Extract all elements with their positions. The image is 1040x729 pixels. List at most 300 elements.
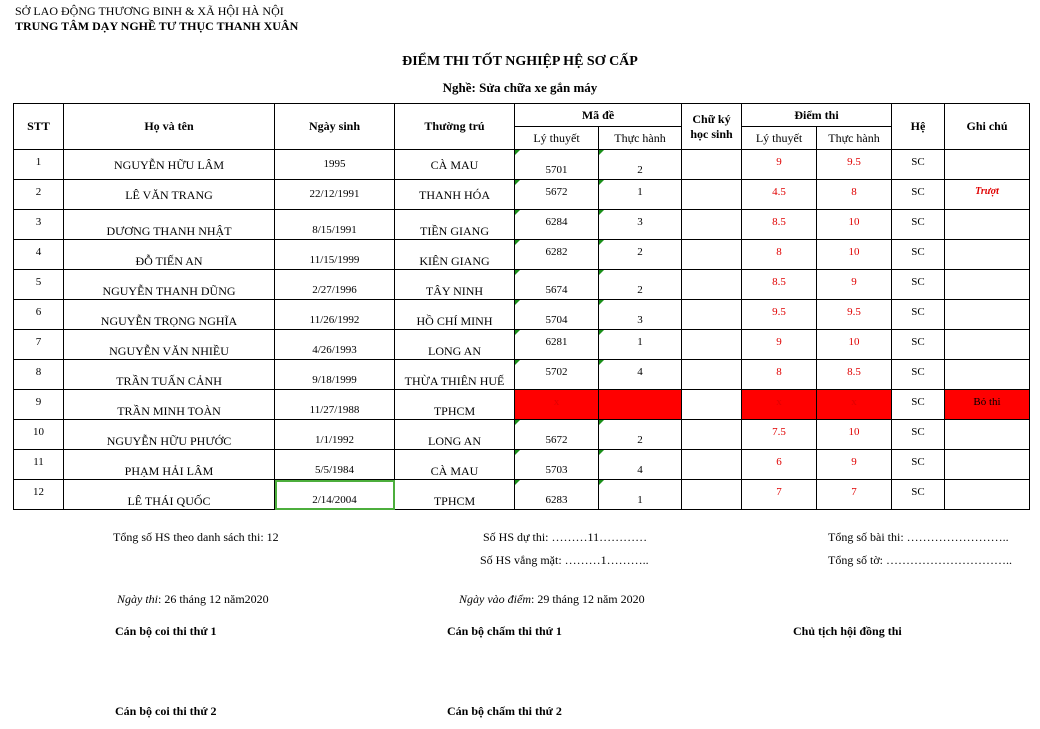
cell-name[interactable] bbox=[64, 480, 275, 510]
col-header-code-theory: Lý thuyết bbox=[515, 127, 599, 150]
cell-signature[interactable] bbox=[682, 150, 742, 180]
cell-code-practice-text: 1 bbox=[637, 336, 643, 348]
cell-score-theory[interactable] bbox=[742, 420, 817, 450]
cell-system[interactable] bbox=[892, 420, 945, 450]
cell-code-theory[interactable] bbox=[515, 450, 599, 480]
cell-stt-text: 2 bbox=[35, 186, 42, 198]
cell-name-text: TRẦN MINH TOÀN bbox=[117, 404, 221, 418]
col-header-score: Điểm thi bbox=[742, 104, 892, 127]
cell-score-practice[interactable] bbox=[817, 180, 892, 210]
cell-score-practice-text: 7 bbox=[851, 486, 857, 498]
cell-address-text: TPHCM bbox=[433, 404, 476, 418]
table-row bbox=[14, 300, 1030, 330]
exam-date-label: Ngày thi bbox=[117, 592, 158, 606]
signature-grader-1: Cán bộ chấm thi thứ 1 bbox=[447, 624, 562, 638]
cell-address-text: THỪA THIÊN HUẾ bbox=[404, 374, 505, 388]
cell-comment-marker bbox=[515, 180, 520, 185]
cell-note[interactable] bbox=[945, 390, 1030, 420]
col-header-exam-code: Mã đề bbox=[515, 104, 682, 127]
cell-comment-marker bbox=[515, 330, 520, 335]
cell-dob-text: 1995 bbox=[323, 158, 346, 170]
entry-date bbox=[459, 592, 645, 607]
table-row bbox=[14, 450, 1030, 480]
cell-dob-text: 9/18/1999 bbox=[312, 374, 357, 386]
cell-stt-text: 9 bbox=[35, 396, 42, 408]
cell-score-theory[interactable] bbox=[742, 390, 817, 420]
cell-address[interactable] bbox=[395, 450, 515, 480]
cell-address-text: LONG AN bbox=[428, 344, 481, 358]
cell-stt-text: 10 bbox=[33, 426, 44, 438]
cell-score-practice-text: 10 bbox=[848, 216, 860, 228]
col-header-system: Hệ bbox=[892, 104, 945, 150]
cell-code-theory[interactable] bbox=[515, 480, 599, 510]
cell-score-practice-text: 9 bbox=[851, 456, 857, 468]
cell-code-practice[interactable] bbox=[599, 210, 682, 240]
cell-comment-marker bbox=[599, 330, 604, 335]
cell-code-theory-text: 5672 bbox=[545, 186, 568, 198]
cell-code-practice-text: 3 bbox=[637, 314, 643, 326]
cell-system-text: SC bbox=[911, 336, 925, 348]
page-subtitle: Nghề: Sửa chữa xe gắn máy bbox=[442, 80, 598, 95]
cell-comment-marker bbox=[515, 210, 520, 215]
cell-score-theory-text: 9 bbox=[776, 336, 782, 348]
cell-stt[interactable] bbox=[14, 420, 64, 450]
cell-system-text: SC bbox=[911, 156, 925, 168]
col-header-dob: Ngày sinh bbox=[275, 104, 395, 150]
cell-name[interactable] bbox=[64, 360, 275, 390]
cell-name[interactable] bbox=[64, 180, 275, 210]
cell-stt-text: 8 bbox=[35, 366, 42, 378]
cell-system[interactable] bbox=[892, 150, 945, 180]
cell-code-theory-text: 5674 bbox=[545, 284, 568, 296]
cell-system-text: SC bbox=[911, 486, 925, 498]
cell-signature[interactable] bbox=[682, 210, 742, 240]
cell-comment-marker bbox=[599, 420, 604, 425]
cell-dob[interactable] bbox=[275, 390, 395, 420]
col-header-stt: STT bbox=[14, 104, 64, 150]
cell-stt-text: 12 bbox=[33, 486, 44, 498]
cell-comment-marker bbox=[515, 480, 520, 485]
cell-signature[interactable] bbox=[682, 270, 742, 300]
cell-comment-marker bbox=[599, 210, 604, 215]
cell-address-text: CÀ MAU bbox=[430, 464, 479, 478]
cell-address[interactable] bbox=[395, 240, 515, 270]
cell-code-practice[interactable] bbox=[599, 450, 682, 480]
cell-stt[interactable] bbox=[14, 360, 64, 390]
entry-date-label: Ngày vào điểm bbox=[459, 592, 531, 606]
cell-address[interactable] bbox=[395, 330, 515, 360]
cell-name[interactable] bbox=[64, 330, 275, 360]
cell-code-theory-text: 6282 bbox=[545, 246, 568, 258]
signature-chairman: Chủ tịch hội đồng thi bbox=[793, 624, 902, 638]
cell-stt-text: 4 bbox=[35, 246, 42, 258]
cell-score-theory[interactable] bbox=[742, 270, 817, 300]
cell-code-theory[interactable] bbox=[515, 330, 599, 360]
cell-code-theory[interactable] bbox=[515, 270, 599, 300]
cell-address[interactable] bbox=[395, 300, 515, 330]
cell-address-text: LONG AN bbox=[428, 434, 481, 448]
cell-code-theory[interactable] bbox=[515, 150, 599, 180]
cell-score-theory-text: x bbox=[776, 396, 782, 408]
table-row bbox=[14, 240, 1030, 270]
cell-score-theory-text: 9 bbox=[776, 156, 782, 168]
cell-code-practice-text: 4 bbox=[637, 366, 643, 378]
cell-note[interactable] bbox=[945, 270, 1030, 300]
cell-comment-marker bbox=[599, 270, 604, 275]
cell-code-theory-text: 6284 bbox=[545, 216, 568, 228]
cell-address[interactable] bbox=[395, 390, 515, 420]
cell-score-theory-text: 8.5 bbox=[772, 276, 786, 288]
cell-name-text: LÊ VĂN TRANG bbox=[125, 188, 213, 202]
cell-stt-text: 3 bbox=[35, 216, 42, 228]
cell-note[interactable] bbox=[945, 180, 1030, 210]
cell-address[interactable] bbox=[395, 180, 515, 210]
org-line-1: SỞ LAO ĐỘNG THƯƠNG BINH & XÃ HỘI HÀ NỘI bbox=[15, 4, 284, 18]
table-row bbox=[14, 360, 1030, 390]
cell-stt-text: 6 bbox=[35, 306, 42, 318]
cell-code-practice-text: 2 bbox=[637, 284, 643, 296]
cell-address-text: TÂY NINH bbox=[425, 284, 484, 298]
summary-total-papers: Tổng số bài thi: …………………….. bbox=[828, 530, 1009, 544]
table-row bbox=[14, 150, 1030, 180]
col-header-note: Ghi chú bbox=[945, 104, 1030, 150]
cell-address[interactable] bbox=[395, 420, 515, 450]
cell-score-theory[interactable] bbox=[742, 330, 817, 360]
cell-stt[interactable] bbox=[14, 450, 64, 480]
cell-note-text: Bỏ thi bbox=[973, 396, 1001, 408]
cell-system-text: SC bbox=[911, 456, 925, 468]
cell-score-theory[interactable] bbox=[742, 240, 817, 270]
cell-system[interactable] bbox=[892, 330, 945, 360]
cell-system-text: SC bbox=[911, 186, 925, 198]
cell-score-practice-text: x bbox=[851, 396, 857, 408]
cell-comment-marker bbox=[515, 300, 520, 305]
cell-code-practice-text: 2 bbox=[637, 434, 643, 446]
col-header-address: Thường trú bbox=[395, 104, 515, 150]
cell-score-practice[interactable] bbox=[817, 270, 892, 300]
cell-name[interactable] bbox=[64, 270, 275, 300]
cell-score-theory[interactable] bbox=[742, 180, 817, 210]
cell-note[interactable] bbox=[945, 150, 1030, 180]
exam-date bbox=[117, 592, 269, 607]
cell-code-practice[interactable] bbox=[599, 180, 682, 210]
cell-comment-marker bbox=[599, 480, 604, 485]
cell-comment-marker bbox=[599, 240, 604, 245]
cell-stt[interactable] bbox=[14, 150, 64, 180]
cell-score-practice[interactable] bbox=[817, 210, 892, 240]
summary-absent: Số HS vắng mặt: ………1……….. bbox=[480, 553, 649, 567]
cell-address-text: HỒ CHÍ MINH bbox=[416, 314, 493, 328]
cell-address-text: THANH HÓA bbox=[419, 188, 490, 202]
cell-comment-marker bbox=[515, 150, 520, 155]
cell-code-theory-text: 6283 bbox=[545, 494, 568, 506]
cell-name-text: NGUYỄN THANH DŨNG bbox=[102, 284, 236, 298]
cell-code-theory-text: 5704 bbox=[545, 314, 568, 326]
cell-dob[interactable] bbox=[275, 360, 395, 390]
summary-attended: Số HS dự thi: ………11………… bbox=[483, 530, 648, 544]
table-row bbox=[14, 270, 1030, 300]
cell-signature[interactable] bbox=[682, 180, 742, 210]
cell-score-practice[interactable] bbox=[817, 480, 892, 510]
cell-dob[interactable] bbox=[275, 270, 395, 300]
cell-comment-marker bbox=[599, 360, 604, 365]
cell-stt[interactable] bbox=[14, 390, 64, 420]
cell-score-theory-text: 8 bbox=[776, 246, 782, 258]
cell-name[interactable] bbox=[64, 420, 275, 450]
cell-comment-marker bbox=[599, 150, 604, 155]
cell-comment-marker bbox=[599, 450, 604, 455]
cell-code-practice-text: 2 bbox=[637, 246, 643, 258]
cell-system-text: SC bbox=[911, 426, 925, 438]
cell-signature[interactable] bbox=[682, 390, 742, 420]
cell-score-theory[interactable] bbox=[742, 450, 817, 480]
cell-note[interactable] bbox=[945, 240, 1030, 270]
cell-code-practice[interactable] bbox=[599, 330, 682, 360]
cell-note[interactable] bbox=[945, 450, 1030, 480]
cell-system-text: SC bbox=[911, 306, 925, 318]
cell-code-practice-text: 3 bbox=[637, 216, 643, 228]
cell-code-theory-text: x bbox=[553, 396, 560, 408]
table-row bbox=[14, 180, 1030, 210]
cell-code-theory[interactable] bbox=[515, 390, 599, 420]
cell-code-practice[interactable] bbox=[599, 420, 682, 450]
cell-dob-text: 1/1/1992 bbox=[314, 434, 355, 446]
cell-dob[interactable] bbox=[275, 450, 395, 480]
cell-stt[interactable] bbox=[14, 300, 64, 330]
cell-address-text: CÀ MAU bbox=[430, 158, 479, 172]
cell-signature[interactable] bbox=[682, 360, 742, 390]
cell-code-practice[interactable] bbox=[599, 240, 682, 270]
cell-comment-marker bbox=[515, 360, 520, 365]
cell-score-theory[interactable] bbox=[742, 150, 817, 180]
col-header-signature-line1: Chữ ký bbox=[692, 111, 731, 126]
cell-code-practice[interactable] bbox=[599, 270, 682, 300]
cell-code-practice-text: 4 bbox=[637, 464, 643, 476]
cell-system-text: SC bbox=[911, 216, 925, 228]
cell-system[interactable] bbox=[892, 270, 945, 300]
cell-score-practice-text: 10 bbox=[848, 426, 860, 438]
cell-code-theory[interactable] bbox=[515, 300, 599, 330]
cell-address-text: KIÊN GIANG bbox=[419, 254, 490, 268]
cell-stt[interactable] bbox=[14, 330, 64, 360]
cell-score-practice[interactable] bbox=[817, 390, 892, 420]
cell-score-practice[interactable] bbox=[817, 300, 892, 330]
cell-note-text: Trượt bbox=[975, 186, 999, 197]
cell-address[interactable] bbox=[395, 360, 515, 390]
cell-score-theory-text: 7 bbox=[776, 486, 782, 498]
cell-signature[interactable] bbox=[682, 240, 742, 270]
cell-address[interactable] bbox=[395, 270, 515, 300]
cell-code-theory[interactable] bbox=[515, 180, 599, 210]
cell-score-practice-text: 9 bbox=[851, 276, 857, 288]
cell-name[interactable] bbox=[64, 210, 275, 240]
cell-system[interactable] bbox=[892, 390, 945, 420]
cell-address[interactable] bbox=[395, 210, 515, 240]
summary-total-list: Tổng số HS theo danh sách thi: 12 bbox=[113, 530, 279, 544]
cell-comment-marker bbox=[599, 300, 604, 305]
cell-code-theory[interactable] bbox=[515, 420, 599, 450]
cell-system-text: SC bbox=[911, 246, 925, 258]
cell-code-theory[interactable] bbox=[515, 240, 599, 270]
cell-score-practice[interactable] bbox=[817, 420, 892, 450]
cell-code-practice-text: 2 bbox=[637, 164, 643, 176]
cell-system[interactable] bbox=[892, 210, 945, 240]
cell-comment-marker bbox=[515, 240, 520, 245]
cell-system[interactable] bbox=[892, 480, 945, 510]
cell-system-text: SC bbox=[911, 276, 925, 288]
cell-note[interactable] bbox=[945, 210, 1030, 240]
page-title: ĐIỂM THI TỐT NGHIỆP HỆ SƠ CẤP bbox=[402, 54, 638, 69]
cell-code-theory[interactable] bbox=[515, 210, 599, 240]
cell-dob-text: 2/27/1996 bbox=[312, 284, 357, 296]
table-row bbox=[14, 330, 1030, 360]
cell-address-text: TPHCM bbox=[433, 494, 476, 508]
cell-name[interactable] bbox=[64, 390, 275, 420]
cell-comment-marker bbox=[599, 180, 604, 185]
cell-code-practice[interactable] bbox=[599, 150, 682, 180]
cell-note[interactable] bbox=[945, 330, 1030, 360]
cell-score-theory[interactable] bbox=[742, 210, 817, 240]
cell-name-text: NGUYỄN HỮU PHƯỚC bbox=[106, 434, 232, 448]
cell-signature[interactable] bbox=[682, 330, 742, 360]
cell-comment-marker bbox=[515, 270, 520, 275]
col-header-code-practice: Thực hành bbox=[599, 127, 682, 150]
cell-comment-marker bbox=[515, 450, 520, 455]
entry-date-value: : 29 tháng 12 năm 2020 bbox=[530, 592, 645, 606]
cell-name-text: TRẦN TUẤN CẢNH bbox=[116, 374, 222, 388]
cell-name[interactable] bbox=[64, 450, 275, 480]
cell-score-theory[interactable] bbox=[742, 300, 817, 330]
cell-code-theory-text: 6281 bbox=[545, 336, 568, 348]
cell-dob[interactable] bbox=[275, 480, 395, 510]
table-row bbox=[14, 480, 1030, 510]
signature-proctor-1: Cán bộ coi thi thứ 1 bbox=[115, 624, 217, 638]
cell-score-practice-text: 9.5 bbox=[847, 156, 861, 168]
cell-dob-text: 11/26/1992 bbox=[309, 314, 360, 326]
cell-dob-text: 8/15/1991 bbox=[312, 224, 357, 236]
cell-code-theory-text: 5701 bbox=[545, 164, 568, 176]
cell-code-theory-text: 5702 bbox=[545, 366, 568, 378]
cell-address-text: TIỀN GIANG bbox=[420, 224, 489, 238]
cell-name-text: LÊ THÁI QUỐC bbox=[127, 494, 211, 508]
cell-dob[interactable] bbox=[275, 180, 395, 210]
cell-note[interactable] bbox=[945, 300, 1030, 330]
cell-signature[interactable] bbox=[682, 420, 742, 450]
col-header-signature bbox=[682, 104, 742, 150]
cell-score-practice-text: 10 bbox=[848, 246, 860, 258]
cell-dob[interactable] bbox=[275, 210, 395, 240]
cell-dob[interactable] bbox=[275, 420, 395, 450]
cell-stt[interactable] bbox=[14, 480, 64, 510]
cell-stt[interactable] bbox=[14, 180, 64, 210]
cell-score-theory-text: 9.5 bbox=[772, 306, 786, 318]
cell-code-practice[interactable] bbox=[599, 300, 682, 330]
cell-code-theory-text: 5703 bbox=[545, 464, 568, 476]
cell-score-practice[interactable] bbox=[817, 450, 892, 480]
cell-score-practice-text: 10 bbox=[848, 336, 860, 348]
table-row bbox=[14, 210, 1030, 240]
cell-code-practice[interactable] bbox=[599, 360, 682, 390]
cell-code-practice[interactable] bbox=[599, 480, 682, 510]
cell-code-practice-text: 1 bbox=[637, 494, 643, 506]
cell-system-text: SC bbox=[911, 396, 925, 408]
cell-stt[interactable] bbox=[14, 210, 64, 240]
cell-name-text: DƯƠNG THANH NHẬT bbox=[106, 224, 232, 238]
cell-score-theory-text: 4.5 bbox=[772, 186, 786, 198]
results-table bbox=[13, 103, 1030, 510]
cell-address[interactable] bbox=[395, 150, 515, 180]
cell-system-text: SC bbox=[911, 366, 925, 378]
cell-score-theory-text: 8.5 bbox=[772, 216, 786, 228]
table-row bbox=[14, 420, 1030, 450]
cell-note[interactable] bbox=[945, 420, 1030, 450]
cell-system[interactable] bbox=[892, 240, 945, 270]
cell-score-practice-text: 8.5 bbox=[847, 366, 861, 378]
cell-code-theory-text: 5672 bbox=[545, 434, 568, 446]
cell-score-theory[interactable] bbox=[742, 360, 817, 390]
cell-signature[interactable] bbox=[682, 480, 742, 510]
cell-code-practice[interactable] bbox=[599, 390, 682, 420]
cell-name-text: NGUYỄN VĂN NHIỀU bbox=[109, 344, 229, 358]
cell-system[interactable] bbox=[892, 300, 945, 330]
cell-dob-text: 5/5/1984 bbox=[314, 464, 355, 476]
cell-dob[interactable] bbox=[275, 240, 395, 270]
cell-dob-text: 11/27/1988 bbox=[309, 404, 360, 416]
cell-stt-text: 5 bbox=[35, 276, 42, 288]
cell-dob[interactable] bbox=[275, 330, 395, 360]
cell-dob-text: 22/12/1991 bbox=[309, 188, 360, 200]
cell-signature[interactable] bbox=[682, 450, 742, 480]
cell-system[interactable] bbox=[892, 360, 945, 390]
cell-name[interactable] bbox=[64, 240, 275, 270]
cell-note[interactable] bbox=[945, 360, 1030, 390]
cell-score-practice-text: 8 bbox=[851, 186, 857, 198]
cell-stt[interactable] bbox=[14, 240, 64, 270]
cell-score-theory-text: 8 bbox=[776, 366, 782, 378]
cell-signature[interactable] bbox=[682, 300, 742, 330]
cell-system[interactable] bbox=[892, 180, 945, 210]
cell-note[interactable] bbox=[945, 480, 1030, 510]
cell-stt-text: 11 bbox=[33, 456, 44, 468]
cell-comment-marker bbox=[515, 420, 520, 425]
cell-score-practice[interactable] bbox=[817, 240, 892, 270]
signature-grader-2: Cán bộ chấm thi thứ 2 bbox=[447, 704, 562, 718]
cell-dob-text: 11/15/1999 bbox=[309, 254, 360, 266]
signature-proctor-2: Cán bộ coi thi thứ 2 bbox=[115, 704, 217, 718]
cell-score-practice[interactable] bbox=[817, 150, 892, 180]
cell-dob[interactable] bbox=[275, 300, 395, 330]
col-header-name: Họ và tên bbox=[64, 104, 275, 150]
cell-stt[interactable] bbox=[14, 270, 64, 300]
cell-name-text: PHẠM HẢI LÂM bbox=[124, 464, 214, 478]
cell-score-theory[interactable] bbox=[742, 480, 817, 510]
cell-name[interactable] bbox=[64, 150, 275, 180]
cell-score-theory-text: 7.5 bbox=[772, 426, 786, 438]
cell-name-text: NGUYỄN TRỌNG NGHĨA bbox=[100, 314, 238, 328]
cell-code-theory[interactable] bbox=[515, 360, 599, 390]
cell-address[interactable] bbox=[395, 480, 515, 510]
cell-name-text: NGUYỄN HỮU LÂM bbox=[114, 158, 224, 172]
cell-score-practice[interactable] bbox=[817, 330, 892, 360]
cell-code-practice-text: 1 bbox=[637, 186, 643, 198]
cell-dob[interactable] bbox=[275, 150, 395, 180]
cell-score-practice-text: 9.5 bbox=[847, 306, 861, 318]
cell-system[interactable] bbox=[892, 450, 945, 480]
cell-stt-text: 7 bbox=[35, 336, 42, 348]
cell-score-practice[interactable] bbox=[817, 360, 892, 390]
cell-dob-text: 4/26/1993 bbox=[312, 344, 357, 356]
cell-name[interactable] bbox=[64, 300, 275, 330]
